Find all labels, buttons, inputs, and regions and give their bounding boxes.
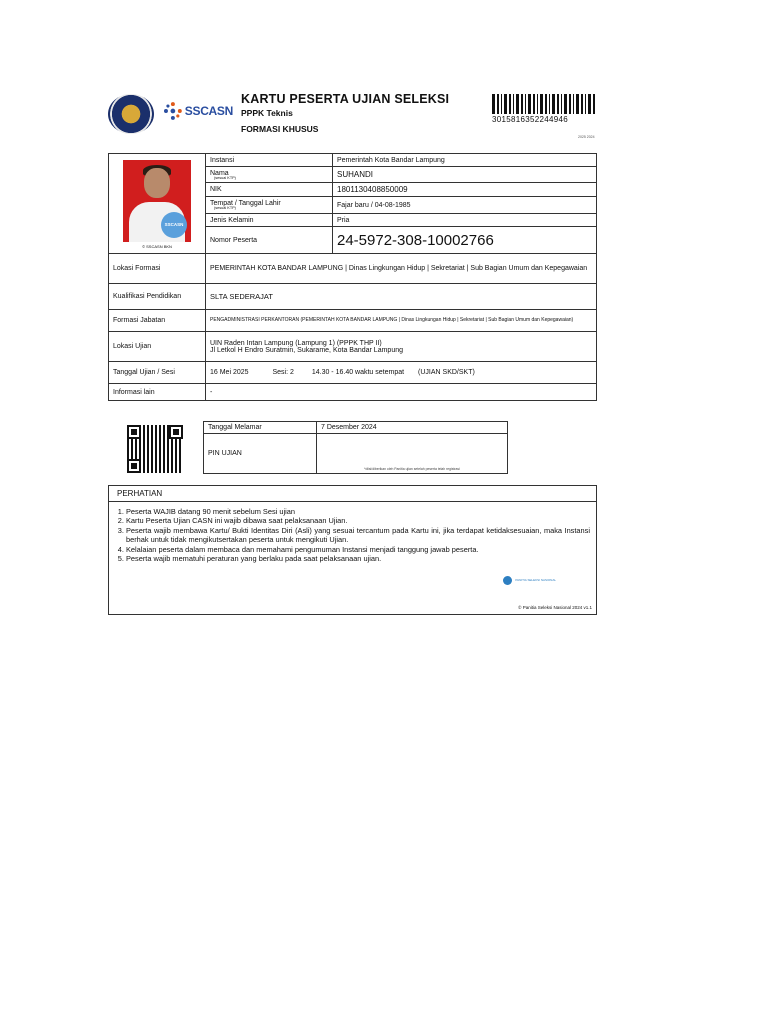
instansi-value: Pemerintah Kota Bandar Lampung <box>333 154 597 167</box>
tanggal-melamar-value: 7 Desember 2024 <box>317 422 508 434</box>
qr-code-icon <box>127 425 183 473</box>
card-subtitle: PPPK Teknis <box>241 108 293 118</box>
info-label: Informasi lain <box>109 384 206 401</box>
waktu-value: 14.30 - 16.40 waktu setempat <box>311 369 405 376</box>
lokasi-formasi-label: Lokasi Formasi <box>109 254 206 284</box>
kualifikasi-label: Kualifikasi Pendidikan <box>109 284 206 310</box>
pin-note: *diisi/diberikan oleh Panitia ujian setelah peserta telah registrasi <box>317 434 508 474</box>
panitia-logo-icon <box>503 576 512 585</box>
garuda-emblem-icon <box>108 94 154 134</box>
photo-cell <box>109 154 206 254</box>
sscasn-logo-text: SSCASN <box>184 104 233 118</box>
notice-box <box>108 485 597 615</box>
tanggal-melamar-label: Tanggal Melamar <box>204 422 317 434</box>
panitia-logo <box>503 576 556 585</box>
sscasn-badge-icon: SSCASN <box>161 212 187 238</box>
notice-item: 3. Peserta wajib membawa Kartu/ Bukti Identitas Diri (Asli) yang sesuai tercantum pada Kartu ini, jika terdapat ketidaksesuaian, maka Instansi berhak untuk tidak mengikutsertakan peserta untuk mengikuti Ujian. <box>126 526 596 545</box>
jabatan-value: PENGADMINISTRASI PERKANTORAN (PEMERINTAH KOTA BANDAR LAMPUNG | Dinas Lingkungan Hidup | Sekretariat | Sub Bagian Umum dan Kepegawaian) <box>206 310 597 332</box>
photo-caption: © SSCASN BKN <box>142 244 172 249</box>
jk-label: Jenis Kelamin <box>206 214 333 227</box>
card-title: KARTU PESERTA UJIAN SELEKSI <box>241 92 450 106</box>
instansi-label: Instansi <box>206 154 333 167</box>
participant-table <box>108 153 597 401</box>
tanggal-label: Tanggal Ujian / Sesi <box>109 362 206 384</box>
notice-list <box>109 507 596 563</box>
nomor-value: 24-5972-308-10002766 <box>333 227 597 254</box>
lokasi-ujian-cell <box>206 332 597 362</box>
lokasi-formasi-value: PEMERINTAH KOTA BANDAR LAMPUNG | Dinas Lingkungan Hidup | Sekretariat | Sub Bagian Umum dan Kepegawaian <box>206 254 597 284</box>
sesi-value: Sesi: 2 <box>272 369 294 376</box>
registration-table <box>203 421 508 474</box>
ttl-value: Fajar baru / 04-08-1985 <box>333 197 597 214</box>
notice-item: 1. Peserta WAJIB datang 90 menit sebelum Sesi ujian <box>126 507 596 516</box>
nik-value: 1801130408850009 <box>333 183 597 197</box>
barcode-number: 3015816352244946 <box>492 115 568 124</box>
ttl-label-cell <box>206 197 333 214</box>
jk-value: Pria <box>333 214 597 227</box>
footer-text: © Panitia Seleksi Nasional 2024 v1.1 <box>518 605 592 610</box>
tanggal-value: 16 Mei 2025 <box>210 369 249 376</box>
pin-label: PIN UJIAN <box>204 434 317 474</box>
formasi-label: FORMASI KHUSUS <box>241 124 319 134</box>
nama-label: Nama <box>210 169 229 177</box>
notice-item: 4. Kelalaian peserta dalam membaca dan memahami pengumuman Instansi menjadi tanggung jawab peserta. <box>126 545 596 554</box>
tiny-code: 2025 2024 <box>578 135 595 139</box>
nama-value: SUHANDI <box>333 167 597 183</box>
participant-photo <box>123 160 191 242</box>
lokasi-ujian-line1: UIN Raden Intan Lampung (Lampung 1) (PPPK THP II) <box>210 339 382 347</box>
notice-item: 2. Kartu Peserta Ujian CASN ini wajib dibawa saat pelaksanaan Ujian. <box>126 516 596 525</box>
lokasi-ujian-label: Lokasi Ujian <box>109 332 206 362</box>
notice-item: 5. Peserta wajib mematuhi peraturan yang berlaku pada saat pelaksanaan ujian. <box>126 554 596 563</box>
barcode-icon <box>492 94 596 114</box>
ttl-label: Tempat / Tanggal Lahir <box>210 200 281 207</box>
jabatan-label: Formasi Jabatan <box>109 310 206 332</box>
sscasn-star-icon <box>163 101 183 121</box>
notice-title: PERHATIAN <box>109 486 596 502</box>
ttl-sub: (sesuai KTP) <box>214 206 236 210</box>
panitia-logo-text: PANITIA SELEKSI NASIONAL <box>515 577 556 582</box>
nomor-label: Nomor Peserta <box>206 227 333 254</box>
lokasi-ujian-line2: Jl Letkol H Endro Suratmin, Sukarame, Kota Bandar Lampung <box>210 346 403 354</box>
nama-sub: (sesuai KTP) <box>214 175 236 180</box>
jenis-ujian: (UJIAN SKD/SKT) <box>418 369 475 376</box>
nama-label-cell <box>206 167 333 183</box>
sscasn-logo <box>163 100 233 122</box>
info-value: - <box>206 384 597 401</box>
tanggal-cell <box>206 362 597 384</box>
kualifikasi-value: SLTA SEDERAJAT <box>206 284 597 310</box>
nik-label: NIK <box>206 183 333 197</box>
